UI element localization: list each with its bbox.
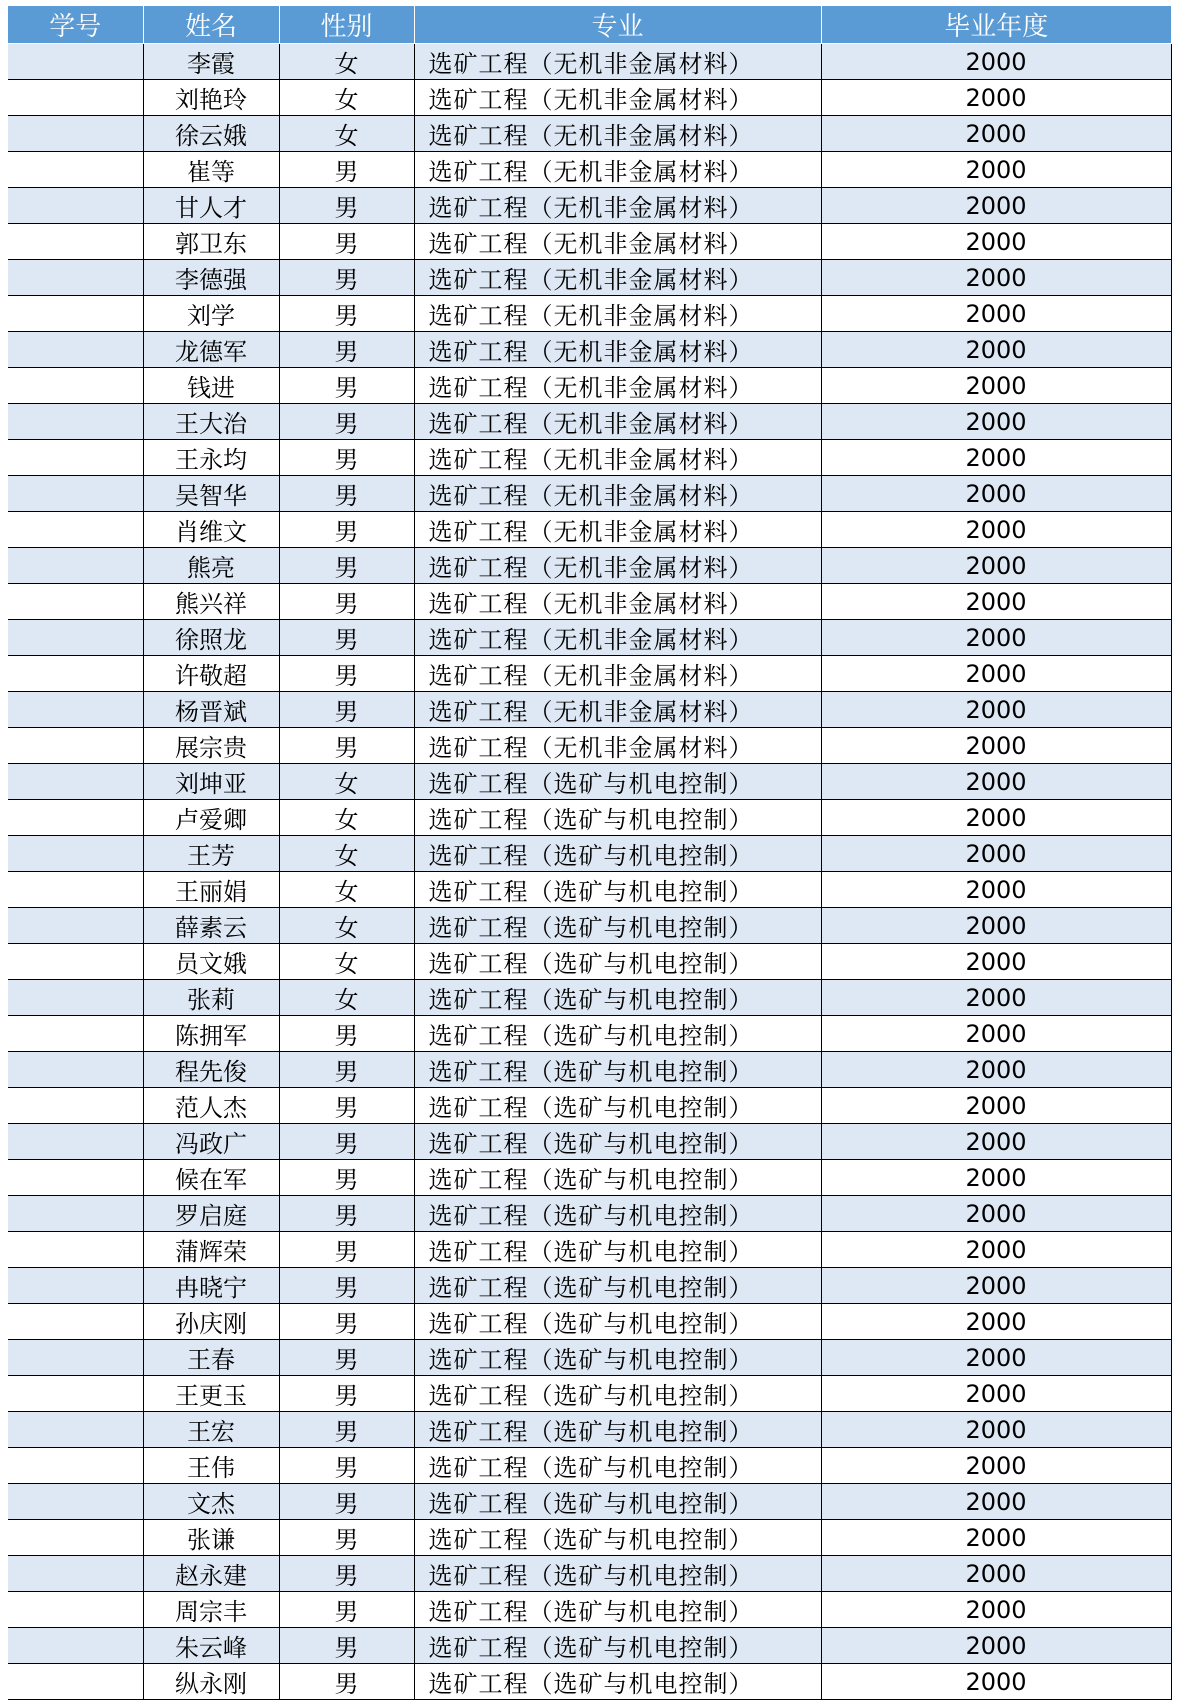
cell-graduation-year[interactable]: 2000 [821,1232,1171,1268]
cell-student-id[interactable] [8,152,143,188]
cell-major[interactable]: 选矿工程（选矿与机电控制） [414,1520,821,1556]
cell-student-id[interactable] [8,1160,143,1196]
cell-major[interactable]: 选矿工程（无机非金属材料） [414,620,821,656]
cell-gender[interactable]: 男 [279,1664,414,1700]
cell-name[interactable]: 冉晓宁 [143,1268,279,1304]
cell-gender[interactable]: 男 [279,548,414,584]
table-row [8,1448,1171,1484]
cell-gender[interactable]: 男 [279,260,414,296]
cell-gender[interactable]: 女 [279,908,414,944]
cell-student-id[interactable] [8,1412,143,1448]
cell-name[interactable]: 候在军 [143,1160,279,1196]
cell-gender[interactable]: 男 [279,296,414,332]
table-row [8,1160,1171,1196]
cell-gender[interactable]: 女 [279,980,414,1016]
cell-graduation-year[interactable]: 2000 [821,440,1171,476]
table-row [8,1232,1171,1268]
table-row [8,1628,1171,1664]
cell-student-id[interactable] [8,656,143,692]
cell-major[interactable]: 选矿工程（选矿与机电控制） [414,1016,821,1052]
table-row [8,188,1171,224]
table-row [8,152,1171,188]
cell-major[interactable]: 选矿工程（选矿与机电控制） [414,944,821,980]
cell-student-id[interactable] [8,1664,143,1700]
cell-student-id[interactable] [8,476,143,512]
table-row [8,1412,1171,1448]
cell-gender[interactable]: 女 [279,872,414,908]
header-student-id[interactable]: 学号 [8,6,143,44]
cell-major[interactable]: 选矿工程（无机非金属材料） [414,656,821,692]
cell-gender[interactable]: 男 [279,1556,414,1592]
cell-graduation-year[interactable]: 2000 [821,1088,1171,1124]
cell-student-id[interactable] [8,368,143,404]
cell-graduation-year[interactable]: 2000 [821,296,1171,332]
cell-student-id[interactable] [8,1088,143,1124]
cell-graduation-year[interactable]: 2000 [821,1340,1171,1376]
cell-gender[interactable]: 男 [279,1484,414,1520]
cell-name[interactable]: 杨晋斌 [143,692,279,728]
cell-student-id[interactable] [8,764,143,800]
cell-graduation-year[interactable]: 2000 [821,692,1171,728]
cell-student-id[interactable] [8,1196,143,1232]
cell-gender[interactable]: 男 [279,656,414,692]
cell-name[interactable]: 刘艳玲 [143,80,279,116]
cell-name[interactable]: 文杰 [143,1484,279,1520]
cell-gender[interactable]: 男 [279,1016,414,1052]
cell-student-id[interactable] [8,296,143,332]
cell-student-id[interactable] [8,980,143,1016]
cell-name[interactable]: 郭卫东 [143,224,279,260]
header-row [8,6,1171,44]
cell-student-id[interactable] [8,728,143,764]
cell-student-id[interactable] [8,1376,143,1412]
table-row [8,1124,1171,1160]
cell-gender[interactable]: 男 [279,152,414,188]
cell-graduation-year[interactable]: 2000 [821,1376,1171,1412]
cell-name[interactable]: 王永均 [143,440,279,476]
cell-graduation-year[interactable]: 2000 [821,872,1171,908]
cell-gender[interactable]: 男 [279,404,414,440]
cell-major[interactable]: 选矿工程（选矿与机电控制） [414,1484,821,1520]
table-row [8,116,1171,152]
cell-name[interactable]: 蒲辉荣 [143,1232,279,1268]
cell-name[interactable]: 赵永建 [143,1556,279,1592]
table-row [8,332,1171,368]
cell-name[interactable]: 李德强 [143,260,279,296]
cell-major[interactable]: 选矿工程（选矿与机电控制） [414,800,821,836]
cell-major[interactable]: 选矿工程（无机非金属材料） [414,404,821,440]
cell-major[interactable]: 选矿工程（选矿与机电控制） [414,1052,821,1088]
cell-name[interactable]: 纵永刚 [143,1664,279,1700]
cell-gender[interactable]: 男 [279,1304,414,1340]
cell-gender[interactable]: 男 [279,224,414,260]
cell-gender[interactable]: 男 [279,188,414,224]
table-row [8,1268,1171,1304]
cell-student-id[interactable] [8,620,143,656]
cell-graduation-year[interactable]: 2000 [821,116,1171,152]
cell-graduation-year[interactable]: 2000 [821,1664,1171,1700]
cell-name[interactable]: 吴智华 [143,476,279,512]
header-major[interactable]: 专业 [414,6,821,44]
cell-major[interactable]: 选矿工程（选矿与机电控制） [414,1412,821,1448]
cell-gender[interactable]: 男 [279,728,414,764]
cell-graduation-year[interactable]: 2000 [821,44,1171,80]
cell-name[interactable]: 王更玉 [143,1376,279,1412]
cell-name[interactable]: 张莉 [143,980,279,1016]
cell-gender[interactable]: 女 [279,116,414,152]
table-row [8,1376,1171,1412]
cell-name[interactable]: 崔等 [143,152,279,188]
cell-name[interactable]: 徐云娥 [143,116,279,152]
cell-student-id[interactable] [8,584,143,620]
cell-major[interactable]: 选矿工程（选矿与机电控制） [414,1232,821,1268]
cell-gender[interactable]: 男 [279,368,414,404]
cell-name[interactable]: 王丽娟 [143,872,279,908]
cell-name[interactable]: 范人杰 [143,1088,279,1124]
cell-graduation-year[interactable]: 2000 [821,800,1171,836]
cell-major[interactable]: 选矿工程（选矿与机电控制） [414,1664,821,1700]
cell-gender[interactable]: 男 [279,1124,414,1160]
cell-name[interactable]: 钱进 [143,368,279,404]
table-row [8,1088,1171,1124]
table-row [8,980,1171,1016]
cell-name[interactable]: 徐照龙 [143,620,279,656]
cell-student-id[interactable] [8,404,143,440]
cell-major[interactable]: 选矿工程（无机非金属材料） [414,224,821,260]
cell-graduation-year[interactable]: 2000 [821,1268,1171,1304]
cell-major[interactable]: 选矿工程（选矿与机电控制） [414,1628,821,1664]
cell-gender[interactable]: 男 [279,1196,414,1232]
cell-student-id[interactable] [8,1628,143,1664]
cell-gender[interactable]: 男 [279,476,414,512]
cell-major[interactable]: 选矿工程（选矿与机电控制） [414,1124,821,1160]
table-row [8,1340,1171,1376]
cell-name[interactable]: 展宗贵 [143,728,279,764]
cell-student-id[interactable] [8,944,143,980]
cell-student-id[interactable] [8,1556,143,1592]
cell-graduation-year[interactable]: 2000 [821,476,1171,512]
cell-gender[interactable]: 女 [279,836,414,872]
cell-major[interactable]: 选矿工程（选矿与机电控制） [414,764,821,800]
cell-graduation-year[interactable]: 2000 [821,80,1171,116]
cell-graduation-year[interactable]: 2000 [821,656,1171,692]
table-row [8,656,1171,692]
cell-major[interactable]: 选矿工程（选矿与机电控制） [414,836,821,872]
cell-name[interactable]: 王伟 [143,1448,279,1484]
table-row [8,44,1171,80]
cell-major[interactable]: 选矿工程（选矿与机电控制） [414,1268,821,1304]
cell-name[interactable]: 王宏 [143,1412,279,1448]
cell-student-id[interactable] [8,1484,143,1520]
cell-gender[interactable]: 男 [279,512,414,548]
table-row [8,908,1171,944]
cell-name[interactable]: 罗启庭 [143,1196,279,1232]
table-row [8,1520,1171,1556]
cell-gender[interactable]: 男 [279,1340,414,1376]
cell-graduation-year[interactable]: 2000 [821,548,1171,584]
cell-graduation-year[interactable]: 2000 [821,1556,1171,1592]
cell-major[interactable]: 选矿工程（选矿与机电控制） [414,1376,821,1412]
cell-name[interactable]: 王大治 [143,404,279,440]
cell-name[interactable]: 员文娥 [143,944,279,980]
table-row [8,80,1171,116]
table-row [8,368,1171,404]
cell-major[interactable]: 选矿工程（无机非金属材料） [414,548,821,584]
cell-graduation-year[interactable]: 2000 [821,1124,1171,1160]
cell-major[interactable]: 选矿工程（无机非金属材料） [414,476,821,512]
cell-student-id[interactable] [8,116,143,152]
cell-student-id[interactable] [8,1268,143,1304]
cell-gender[interactable]: 男 [279,332,414,368]
cell-graduation-year[interactable]: 2000 [821,584,1171,620]
table-row [8,224,1171,260]
table-row [8,296,1171,332]
cell-gender[interactable]: 男 [279,1088,414,1124]
cell-major[interactable]: 选矿工程（无机非金属材料） [414,44,821,80]
cell-student-id[interactable] [8,1052,143,1088]
cell-gender[interactable]: 男 [279,1412,414,1448]
cell-student-id[interactable] [8,224,143,260]
cell-graduation-year[interactable]: 2000 [821,1628,1171,1664]
cell-student-id[interactable] [8,80,143,116]
cell-graduation-year[interactable]: 2000 [821,260,1171,296]
cell-major[interactable]: 选矿工程（选矿与机电控制） [414,872,821,908]
cell-gender[interactable]: 男 [279,1232,414,1268]
table-row [8,548,1171,584]
cell-graduation-year[interactable]: 2000 [821,980,1171,1016]
cell-major[interactable]: 选矿工程（无机非金属材料） [414,116,821,152]
table-row [8,1016,1171,1052]
cell-major[interactable]: 选矿工程（选矿与机电控制） [414,1160,821,1196]
cell-student-id[interactable] [8,512,143,548]
table-row [8,1052,1171,1088]
cell-graduation-year[interactable]: 2000 [821,152,1171,188]
cell-name[interactable]: 熊亮 [143,548,279,584]
header-name[interactable]: 姓名 [143,6,279,44]
cell-student-id[interactable] [8,908,143,944]
cell-name[interactable]: 王芳 [143,836,279,872]
cell-graduation-year[interactable]: 2000 [821,404,1171,440]
table-row [8,1592,1171,1628]
cell-major[interactable]: 选矿工程（无机非金属材料） [414,368,821,404]
cell-graduation-year[interactable]: 2000 [821,332,1171,368]
cell-name[interactable]: 卢爱卿 [143,800,279,836]
cell-graduation-year[interactable]: 2000 [821,224,1171,260]
cell-graduation-year[interactable]: 2000 [821,368,1171,404]
cell-name[interactable]: 刘坤亚 [143,764,279,800]
table-row [8,404,1171,440]
cell-name[interactable]: 熊兴祥 [143,584,279,620]
cell-major[interactable]: 选矿工程（无机非金属材料） [414,152,821,188]
graduate-table [8,6,1172,1700]
cell-name[interactable]: 肖维文 [143,512,279,548]
cell-graduation-year[interactable]: 2000 [821,944,1171,980]
cell-major[interactable]: 选矿工程（选矿与机电控制） [414,1592,821,1628]
cell-graduation-year[interactable]: 2000 [821,512,1171,548]
header-graduation-year[interactable]: 毕业年度 [821,6,1171,44]
cell-name[interactable]: 朱云峰 [143,1628,279,1664]
cell-gender[interactable]: 女 [279,80,414,116]
table-row [8,476,1171,512]
cell-graduation-year[interactable]: 2000 [821,1484,1171,1520]
cell-major[interactable]: 选矿工程（无机非金属材料） [414,440,821,476]
cell-graduation-year[interactable]: 2000 [821,908,1171,944]
header-gender[interactable]: 性别 [279,6,414,44]
cell-major[interactable]: 选矿工程（选矿与机电控制） [414,1304,821,1340]
cell-name[interactable]: 李霞 [143,44,279,80]
table-row [8,872,1171,908]
table-row [8,1484,1171,1520]
cell-student-id[interactable] [8,440,143,476]
cell-gender[interactable]: 男 [279,1520,414,1556]
cell-major[interactable]: 选矿工程（选矿与机电控制） [414,908,821,944]
cell-graduation-year[interactable]: 2000 [821,1052,1171,1088]
cell-name[interactable]: 王春 [143,1340,279,1376]
cell-major[interactable]: 选矿工程（无机非金属材料） [414,728,821,764]
cell-graduation-year[interactable]: 2000 [821,1520,1171,1556]
cell-major[interactable]: 选矿工程（无机非金属材料） [414,692,821,728]
cell-student-id[interactable] [8,872,143,908]
cell-student-id[interactable] [8,692,143,728]
cell-student-id[interactable] [8,800,143,836]
cell-major[interactable]: 选矿工程（无机非金属材料） [414,584,821,620]
cell-student-id[interactable] [8,1232,143,1268]
cell-student-id[interactable] [8,1304,143,1340]
cell-gender[interactable]: 男 [279,1376,414,1412]
cell-student-id[interactable] [8,836,143,872]
table-row [8,800,1171,836]
cell-major[interactable]: 选矿工程（无机非金属材料） [414,512,821,548]
cell-student-id[interactable] [8,1016,143,1052]
table-row [8,1196,1171,1232]
cell-graduation-year[interactable]: 2000 [821,188,1171,224]
cell-name[interactable]: 孙庆刚 [143,1304,279,1340]
table-row [8,1664,1171,1700]
table-row [8,944,1171,980]
table-row [8,584,1171,620]
table-row [8,512,1171,548]
table-row [8,1304,1171,1340]
cell-major[interactable]: 选矿工程（无机非金属材料） [414,188,821,224]
cell-name[interactable]: 龙德军 [143,332,279,368]
table-row [8,440,1171,476]
cell-graduation-year[interactable]: 2000 [821,1592,1171,1628]
cell-name[interactable]: 薛素云 [143,908,279,944]
cell-gender[interactable]: 女 [279,764,414,800]
cell-gender[interactable]: 男 [279,440,414,476]
cell-name[interactable]: 刘学 [143,296,279,332]
cell-name[interactable]: 许敬超 [143,656,279,692]
cell-major[interactable]: 选矿工程（选矿与机电控制） [414,1556,821,1592]
cell-student-id[interactable] [8,548,143,584]
cell-gender[interactable]: 男 [279,1160,414,1196]
cell-major[interactable]: 选矿工程（选矿与机电控制） [414,980,821,1016]
cell-major[interactable]: 选矿工程（选矿与机电控制） [414,1448,821,1484]
cell-student-id[interactable] [8,1340,143,1376]
cell-student-id[interactable] [8,188,143,224]
cell-name[interactable]: 周宗丰 [143,1592,279,1628]
cell-major[interactable]: 选矿工程（无机非金属材料） [414,260,821,296]
table-row [8,692,1171,728]
cell-gender[interactable]: 男 [279,1628,414,1664]
cell-graduation-year[interactable]: 2000 [821,1196,1171,1232]
cell-graduation-year[interactable]: 2000 [821,836,1171,872]
cell-gender[interactable]: 男 [279,1448,414,1484]
cell-name[interactable]: 陈拥军 [143,1016,279,1052]
cell-graduation-year[interactable]: 2000 [821,1160,1171,1196]
cell-major[interactable]: 选矿工程（选矿与机电控制） [414,1196,821,1232]
cell-graduation-year[interactable]: 2000 [821,728,1171,764]
cell-gender[interactable]: 男 [279,1592,414,1628]
cell-major[interactable]: 选矿工程（选矿与机电控制） [414,1340,821,1376]
cell-gender[interactable]: 男 [279,620,414,656]
cell-student-id[interactable] [8,332,143,368]
table-row [8,728,1171,764]
cell-major[interactable]: 选矿工程（选矿与机电控制） [414,1088,821,1124]
cell-gender[interactable]: 男 [279,584,414,620]
cell-major[interactable]: 选矿工程（无机非金属材料） [414,332,821,368]
cell-graduation-year[interactable]: 2000 [821,764,1171,800]
cell-gender[interactable]: 女 [279,944,414,980]
table-body [8,44,1171,1700]
cell-name[interactable]: 张谦 [143,1520,279,1556]
cell-student-id[interactable] [8,1124,143,1160]
cell-name[interactable]: 程先俊 [143,1052,279,1088]
cell-graduation-year[interactable]: 2000 [821,1016,1171,1052]
cell-gender[interactable]: 男 [279,1268,414,1304]
table-row [8,1556,1171,1592]
cell-major[interactable]: 选矿工程（无机非金属材料） [414,80,821,116]
cell-student-id[interactable] [8,1520,143,1556]
cell-student-id[interactable] [8,1592,143,1628]
cell-gender[interactable]: 女 [279,800,414,836]
table-row [8,764,1171,800]
table-row [8,836,1171,872]
cell-major[interactable]: 选矿工程（无机非金属材料） [414,296,821,332]
cell-graduation-year[interactable]: 2000 [821,1412,1171,1448]
table-row [8,260,1171,296]
cell-student-id[interactable] [8,1448,143,1484]
cell-gender[interactable]: 男 [279,692,414,728]
cell-student-id[interactable] [8,44,143,80]
cell-name[interactable]: 冯政广 [143,1124,279,1160]
table-row [8,620,1171,656]
cell-gender[interactable]: 男 [279,1052,414,1088]
cell-graduation-year[interactable]: 2000 [821,1448,1171,1484]
cell-name[interactable]: 甘人才 [143,188,279,224]
cell-graduation-year[interactable]: 2000 [821,620,1171,656]
cell-graduation-year[interactable]: 2000 [821,1304,1171,1340]
cell-student-id[interactable] [8,260,143,296]
cell-gender[interactable]: 女 [279,44,414,80]
